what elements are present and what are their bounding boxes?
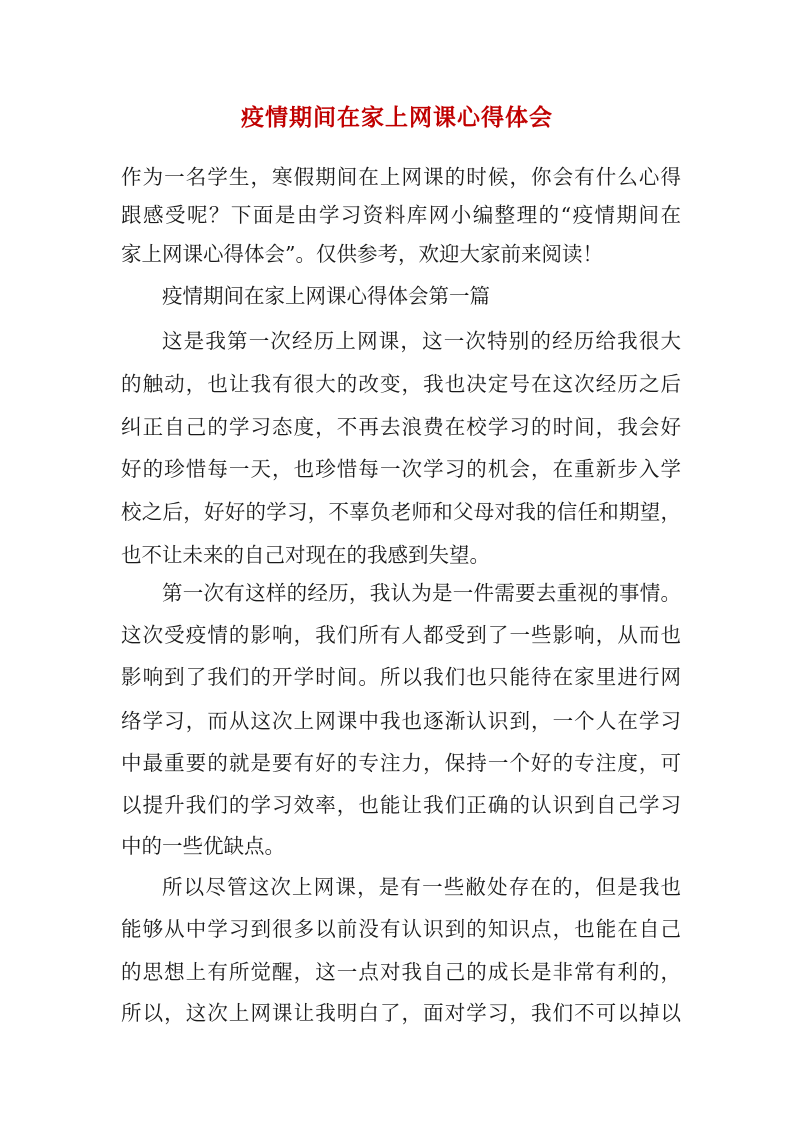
document-title: 疫情期间在家上网课心得体会 bbox=[241, 104, 553, 131]
paragraph2-line-5: 中最重要的就是要有好的专注力，保持一个好的专注度，可 bbox=[121, 751, 681, 775]
paragraph2-line-4: 络学习，而从这次上网课中我也逐渐认识到，一个人在学习 bbox=[121, 709, 681, 733]
section-heading: 疫情期间在家上网课心得体会第一篇 bbox=[162, 284, 490, 308]
paragraph3-line-4: 所以，这次上网课让我明白了，面对学习，我们不可以掉以 bbox=[121, 1001, 681, 1025]
paragraph2-line-7: 中的一些优缺点。 bbox=[121, 834, 285, 858]
paragraph1-line-4: 好的珍惜每一天，也珍惜每一次学习的机会，在重新步入学 bbox=[121, 457, 681, 481]
paragraph1-line-1: 这是我第一次经历上网课，这一次特别的经历给我很大 bbox=[162, 329, 681, 353]
paragraph3-line-2: 能够从中学习到很多以前没有认识到的知识点，也能在自己 bbox=[121, 917, 681, 941]
paragraph2-line-6: 以提升我们的学习效率，也能让我们正确的认识到自己学习 bbox=[121, 793, 681, 817]
paragraph2-line-3: 影响到了我们的开学时间。所以我们也只能待在家里进行网 bbox=[121, 665, 681, 689]
paragraph1-line-3: 纠正自己的学习态度，不再去浪费在校学习的时间，我会好 bbox=[121, 415, 681, 439]
paragraph1-line-5: 校之后，好好的学习，不辜负老师和父母对我的信任和期望， bbox=[121, 500, 681, 524]
paragraph3-line-1: 所以尽管这次上网课，是有一些敝处存在的，但是我也 bbox=[162, 875, 681, 899]
paragraph1-line-6: 也不让未来的自己对现在的我感到失望。 bbox=[121, 543, 490, 567]
intro-line-3: 家上网课心得体会”。仅供参考，欢迎大家前来阅读！ bbox=[121, 242, 603, 266]
paragraph1-line-2: 的触动，也让我有很大的改变，我也决定号在这次经历之后 bbox=[121, 372, 681, 396]
paragraph3-line-3: 的思想上有所觉醒，这一点对我自己的成长是非常有利的， bbox=[121, 960, 681, 984]
paragraph2-line-1: 第一次有这样的经历，我认为是一件需要去重视的事情。 bbox=[162, 581, 681, 605]
paragraph2-line-2: 这次受疫情的影响，我们所有人都受到了一些影响，从而也 bbox=[121, 623, 681, 647]
intro-line-2: 跟感受呢？下面是由学习资料库网小编整理的“疫情期间在 bbox=[121, 203, 681, 227]
intro-line-1: 作为一名学生，寒假期间在上网课的时候，你会有什么心得 bbox=[121, 165, 681, 189]
